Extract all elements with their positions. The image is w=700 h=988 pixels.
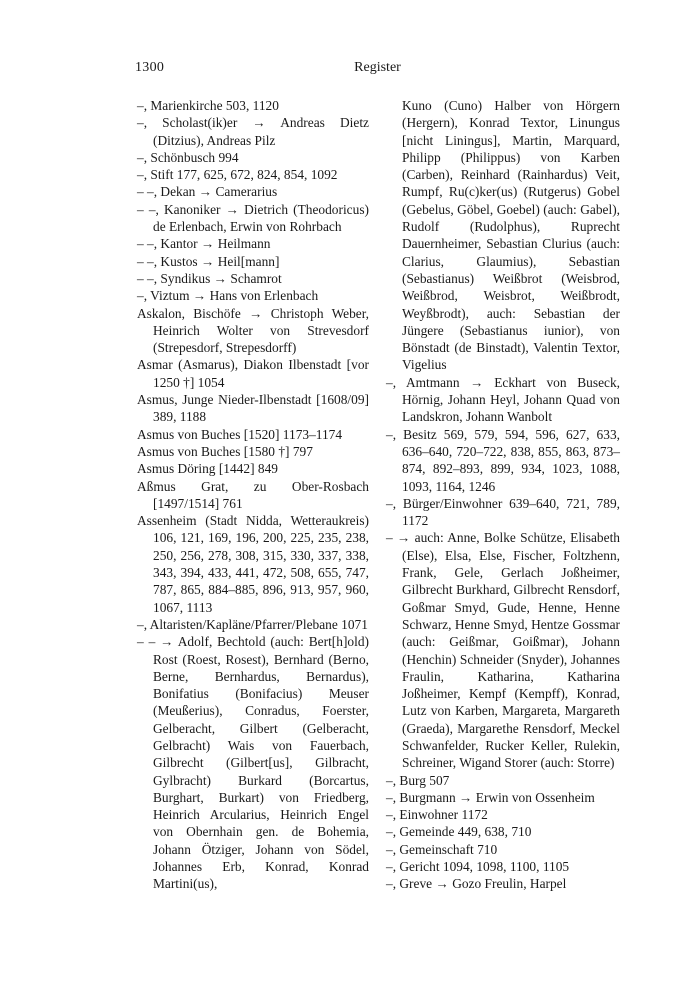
index-entry: – – → Adolf, Bechtold (auch: Bert[h]old) Rost (Roest, Rosest), Bernhard (Berno, Berne, Bernhardus, Bernardus), Bonifatius (Bonifacius) Meuser (Meußerius), Conradus, Foerster, Gelberacht, Gilbert (Gelberacht, Gelbracht) Wais von Fauerbach, Gilbrecht (Gilbert[us], Gilbracht, Gylbracht) Burkard (Borcartus, Burghart, Burkart) von Friedberg, Heinrich Arcularius, Heinrich Engel von Obernhain gen. de Bohemia, Johann Ötziger, Johann von Södel, Johannes Erb, Konrad, Konrad Martini(us), bbox=[137, 634, 369, 892]
index-entry: – –, Kantor → Heilmann bbox=[137, 236, 271, 252]
index-entry: – → auch: Anne, Bolke Schütze, Elisabeth (Else), Elsa, Else, Fischer, Foltzhenn, Frank, Gele, Gerlach Joßheimer, Gilbrecht Burkhard, Gilbrecht Rensdorf, Goßmar Smyd, Gude, Henne, Henne Schwarz, Henne Smyd, Hentze Gossmar (auch: Geißmar, Goißmar), Johann (Henchin) Schneider (Snyder), Johannes Fraulin, Katharina, Katharina Joßheimer, Kempf (Kempff), Konrad, Lutz von Karben, Margareta, Margareth (Graeda), Margarethe Rensdorf, Meckel Schwanfelder, Rucker Keller, Rulekin, Schreiner, Wigand Storer (auch: Storre) bbox=[386, 530, 620, 771]
index-column-left bbox=[137, 97, 369, 893]
index-entry: Asmus Döring [1442] 849 bbox=[137, 461, 278, 477]
index-entry: – –, Kanoniker → Dietrich (Theodoricus) de Erlenbach, Erwin von Rohrbach bbox=[137, 201, 369, 235]
index-entry: –, Bürger/Einwohner 639–640, 721, 789, 1172 bbox=[386, 495, 620, 529]
index-entry: –, Gemeinschaft 710 bbox=[386, 841, 498, 857]
index-entry: –, Schönbusch 994 bbox=[137, 149, 239, 165]
index-column-right bbox=[386, 97, 620, 893]
index-entry: –, Gemeinde 449, 638, 710 bbox=[386, 824, 532, 840]
running-head: Register bbox=[354, 60, 401, 75]
page-header bbox=[135, 60, 620, 80]
index-entry: – –, Syndikus → Schamrot bbox=[137, 270, 282, 286]
index-entry: –, Greve → Gozo Freulin, Harpel bbox=[386, 876, 567, 892]
index-entry: Kuno (Cuno) Halber von Hörgern (Hergern), Konrad Textor, Linungus [nicht Liningus], Martin, Marquard, Philipp (Philippus) von Karben (Carben), Reinhard (Rainhardus) Veit, Rumpf, Ru(c)ker(us) (Rutgerus) Gobel (Gebelus, Göbel, Goebel) (auch: Gabel), Rudolf (Rudolphus), Ruprecht Dauernheimer, Sebastian Clurius (auch: Clarius, Glaumius), Sebastian (Sebastianus) Weißbrot (Weisbrod, Weißbrod, Weisbrot, Weißbrodt, Weyßbrodt), auch: Sebastian der Jüngere (Sebastianus iunior), von Bönstadt (de Binstadt), Valentin Textor, Vigelius bbox=[402, 98, 620, 373]
index-entry: –, Einwohner 1172 bbox=[386, 807, 488, 823]
index-entry: Asmus von Buches [1580 †] 797 bbox=[137, 443, 313, 459]
index-entry: –, Besitz 569, 579, 594, 596, 627, 633, 636–640, 720–722, 838, 855, 863, 873–874, 892–893, 899, 934, 1023, 1088, 1093, 1164, 1246 bbox=[386, 426, 620, 494]
index-entry: Aßmus Grat, zu Ober-Rosbach [1497/1514] 761 bbox=[137, 478, 369, 511]
index-entry: Asmus, Junge Nieder-Ilbenstadt [1608/09] 389, 1188 bbox=[137, 392, 369, 425]
index-entry: –, Gericht 1094, 1098, 1100, 1105 bbox=[386, 859, 570, 875]
index-entry: –, Altaristen/Kapläne/Pfarrer/Plebane 1071 bbox=[137, 616, 368, 632]
page-number: 1300 bbox=[135, 60, 165, 75]
index-entry: –, Scholast(ik)er → Andreas Dietz (Ditzius), Andreas Pilz bbox=[137, 115, 369, 148]
index-entry: –, Marienkirche 503, 1120 bbox=[137, 98, 279, 113]
index-entry: –, Amtmann → Eckhart von Buseck, Hörnig, Johann Heyl, Johann Quad von Landskron, Johann Wanbolt bbox=[386, 374, 620, 425]
index-entry: Askalon, Bischöfe → Christoph Weber, Heinrich Wolter von Strevesdorf (Strepesdorf, Strepesdorff) bbox=[137, 305, 369, 356]
index-entry: Asmus von Buches [1520] 1173–1174 bbox=[137, 426, 343, 442]
index-entry: Assenheim (Stadt Nidda, Wetteraukreis) 106, 121, 169, 196, 200, 225, 235, 238, 250, 256, 278, 308, 315, 330, 337, 338, 343, 394, 433, 441, 472, 508, 655, 747, 787, 865, 884–885, 896, 913, 957, 960, 1067, 1113 bbox=[137, 513, 369, 615]
index-entry: –, Viztum → Hans von Erlenbach bbox=[137, 288, 319, 304]
index-entry: – –, Kustos → Heil[mann] bbox=[137, 253, 280, 269]
index-entry: – –, Dekan → Camerarius bbox=[137, 184, 278, 200]
index-entry: Asmar (Asmarus), Diakon Ilbenstadt [vor 1250 †] 1054 bbox=[137, 357, 369, 390]
index-entry: –, Stift 177, 625, 672, 824, 854, 1092 bbox=[137, 167, 338, 183]
index-entry: –, Burgmann → Erwin von Ossenheim bbox=[386, 789, 595, 805]
index-entry: –, Burg 507 bbox=[386, 772, 450, 788]
